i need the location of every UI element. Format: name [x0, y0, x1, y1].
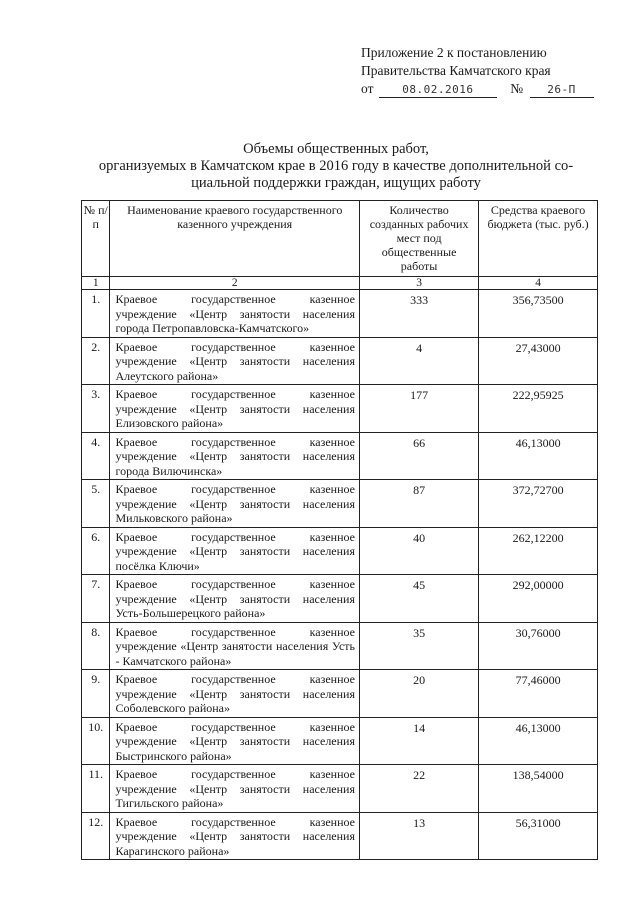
jobs-cell	[360, 622, 479, 670]
works-table	[81, 200, 598, 860]
jobs-count: 20	[413, 673, 426, 687]
jobs-count: 22	[413, 768, 426, 782]
jobs-count: 333	[410, 293, 429, 307]
table-row	[82, 337, 598, 385]
row-number: 3.	[82, 385, 110, 433]
institution-name: Краевое государственное казенное учреждение «Центр занятости населения Мильковского района»	[115, 482, 355, 525]
table-row	[82, 432, 598, 480]
col-number: 2	[110, 277, 360, 290]
jobs-cell	[360, 670, 479, 718]
title-line-2: организуемых в Камчатском крае в 2016 году в качестве дополнительной со-	[98, 158, 574, 174]
table-header-row	[82, 201, 598, 277]
funds-amount: 30,76000	[515, 625, 561, 640]
funds-cell	[479, 480, 598, 528]
jobs-count: 4	[416, 340, 423, 355]
funds-cell	[479, 527, 598, 575]
jobs-count: 66	[413, 435, 426, 450]
institution-name: Краевое государственное казенное учреждение «Центр занятости населения города Петропавловска-Камчатского»	[115, 292, 355, 335]
funds-amount: 138,54000	[512, 768, 564, 782]
jobs-cell	[360, 385, 479, 433]
col-header-funds: Средства краевого бюджета (тыс. руб.)	[479, 201, 598, 277]
row-number: 5.	[82, 480, 110, 528]
col-header-num: № п/п	[82, 201, 110, 277]
funds-amount: 46,13000	[515, 720, 561, 735]
institution-name: Краевое государственное казенное учреждение «Центр занятости населения Усть-Большерецкого района»	[115, 577, 355, 620]
institution-cell	[110, 337, 360, 385]
funds-amount: 222,95925	[512, 388, 564, 402]
institution-name: Краевое государственное казенное учреждение «Центр занятости населения Карагинского района»	[115, 814, 355, 858]
jobs-cell	[360, 717, 479, 765]
funds-cell	[479, 432, 598, 480]
funds-amount: 27,43000	[515, 340, 561, 355]
funds-amount: 46,13000	[515, 435, 561, 450]
appendix-date-line	[361, 80, 631, 98]
institution-cell	[110, 765, 360, 813]
jobs-count: 45	[413, 578, 426, 592]
funds-cell	[479, 717, 598, 765]
table-row	[82, 812, 598, 860]
funds-cell	[479, 812, 598, 860]
number-value: 26-П	[547, 83, 576, 96]
table-row	[82, 290, 598, 338]
table-row	[82, 575, 598, 623]
funds-amount: 372,72700	[512, 483, 564, 497]
funds-amount: 356,73500	[512, 293, 564, 307]
funds-amount: 77,46000	[515, 673, 561, 687]
row-number: 4.	[82, 432, 110, 480]
jobs-count: 35	[413, 625, 426, 640]
institution-cell	[110, 432, 360, 480]
col-header-name: Наименование краевого государственного казенного учреждения	[110, 201, 360, 277]
funds-cell	[479, 670, 598, 718]
document-title	[70, 141, 602, 192]
table-row	[82, 670, 598, 718]
jobs-cell	[360, 337, 479, 385]
jobs-count: 13	[413, 815, 426, 830]
funds-amount: 292,00000	[512, 578, 564, 592]
table-row	[82, 765, 598, 813]
funds-cell	[479, 575, 598, 623]
title-line-1: Объемы общественных работ,	[243, 141, 429, 157]
institution-cell	[110, 480, 360, 528]
row-number: 9.	[82, 670, 110, 718]
row-number: 11.	[82, 765, 110, 813]
institution-name: Краевое государственное казенное учреждение «Центр занятости населения Алеутского района»	[115, 339, 355, 383]
title-line-3: циальной поддержки граждан, ищущих работу	[191, 175, 481, 191]
institution-cell	[110, 575, 360, 623]
jobs-cell	[360, 575, 479, 623]
table-row	[82, 527, 598, 575]
jobs-cell	[360, 527, 479, 575]
row-number: 12.	[82, 812, 110, 860]
institution-cell	[110, 385, 360, 433]
table-row	[82, 480, 598, 528]
date-value: 08.02.2016	[402, 83, 474, 96]
row-number: 2.	[82, 337, 110, 385]
funds-cell	[479, 337, 598, 385]
col-header-jobs: Количество созданных рабочих мест под общественные работы	[360, 201, 479, 277]
col-number: 4	[479, 277, 598, 290]
row-number: 1.	[82, 290, 110, 338]
jobs-cell	[360, 765, 479, 813]
appendix-line-1: Приложение 2 к постановлению	[361, 45, 547, 60]
funds-amount: 56,31000	[515, 815, 561, 830]
institution-name: Краевое государственное казенное учреждение «Центр занятости населения посёлка Ключи»	[115, 529, 355, 573]
appendix-line-2: Правительства Камчатского края	[361, 63, 551, 78]
institution-name: Краевое государственное казенное учреждение «Центр занятости населения Соболевского района»	[115, 672, 355, 715]
institution-name: Краевое государственное казенное учреждение «Центр занятости населения Быстринского района»	[115, 719, 355, 763]
institution-name: Краевое государственное казенное учреждение «Центр занятости населения города Вилючинска»	[115, 434, 355, 478]
col-number: 1	[82, 277, 110, 290]
institution-name: Краевое государственное казенное учреждение «Центр занятости населения Тигильского района»	[115, 767, 355, 810]
table-row	[82, 385, 598, 433]
row-number: 6.	[82, 527, 110, 575]
table-row	[82, 717, 598, 765]
institution-cell	[110, 670, 360, 718]
jobs-count: 14	[413, 720, 426, 735]
institution-name: Краевое государственное казенное учреждение «Центр занятости населения Елизовского района»	[115, 387, 355, 430]
table-row	[82, 622, 598, 670]
institution-cell	[110, 527, 360, 575]
institution-cell	[110, 812, 360, 860]
number-field	[530, 82, 594, 98]
jobs-cell	[360, 812, 479, 860]
funds-cell	[479, 622, 598, 670]
number-sign: №	[510, 81, 524, 96]
row-number: 8.	[82, 622, 110, 670]
jobs-count: 177	[410, 388, 429, 402]
institution-cell	[110, 717, 360, 765]
funds-amount: 262,12200	[512, 530, 564, 545]
date-prefix: от	[361, 81, 374, 96]
jobs-cell	[360, 480, 479, 528]
jobs-cell	[360, 290, 479, 338]
institution-cell	[110, 622, 360, 670]
row-number: 10.	[82, 717, 110, 765]
institution-cell	[110, 290, 360, 338]
funds-cell	[479, 385, 598, 433]
row-number: 7.	[82, 575, 110, 623]
jobs-cell	[360, 432, 479, 480]
jobs-count: 87	[413, 483, 426, 497]
jobs-count: 40	[413, 530, 426, 545]
funds-cell	[479, 765, 598, 813]
appendix-header	[361, 44, 631, 98]
col-number: 3	[360, 277, 479, 290]
column-numbers-row	[82, 277, 598, 290]
date-field	[379, 82, 497, 98]
institution-name: Краевое государственное казенное учреждение «Центр занятости населения Усть - Камчатского района»	[115, 624, 355, 668]
funds-cell	[479, 290, 598, 338]
